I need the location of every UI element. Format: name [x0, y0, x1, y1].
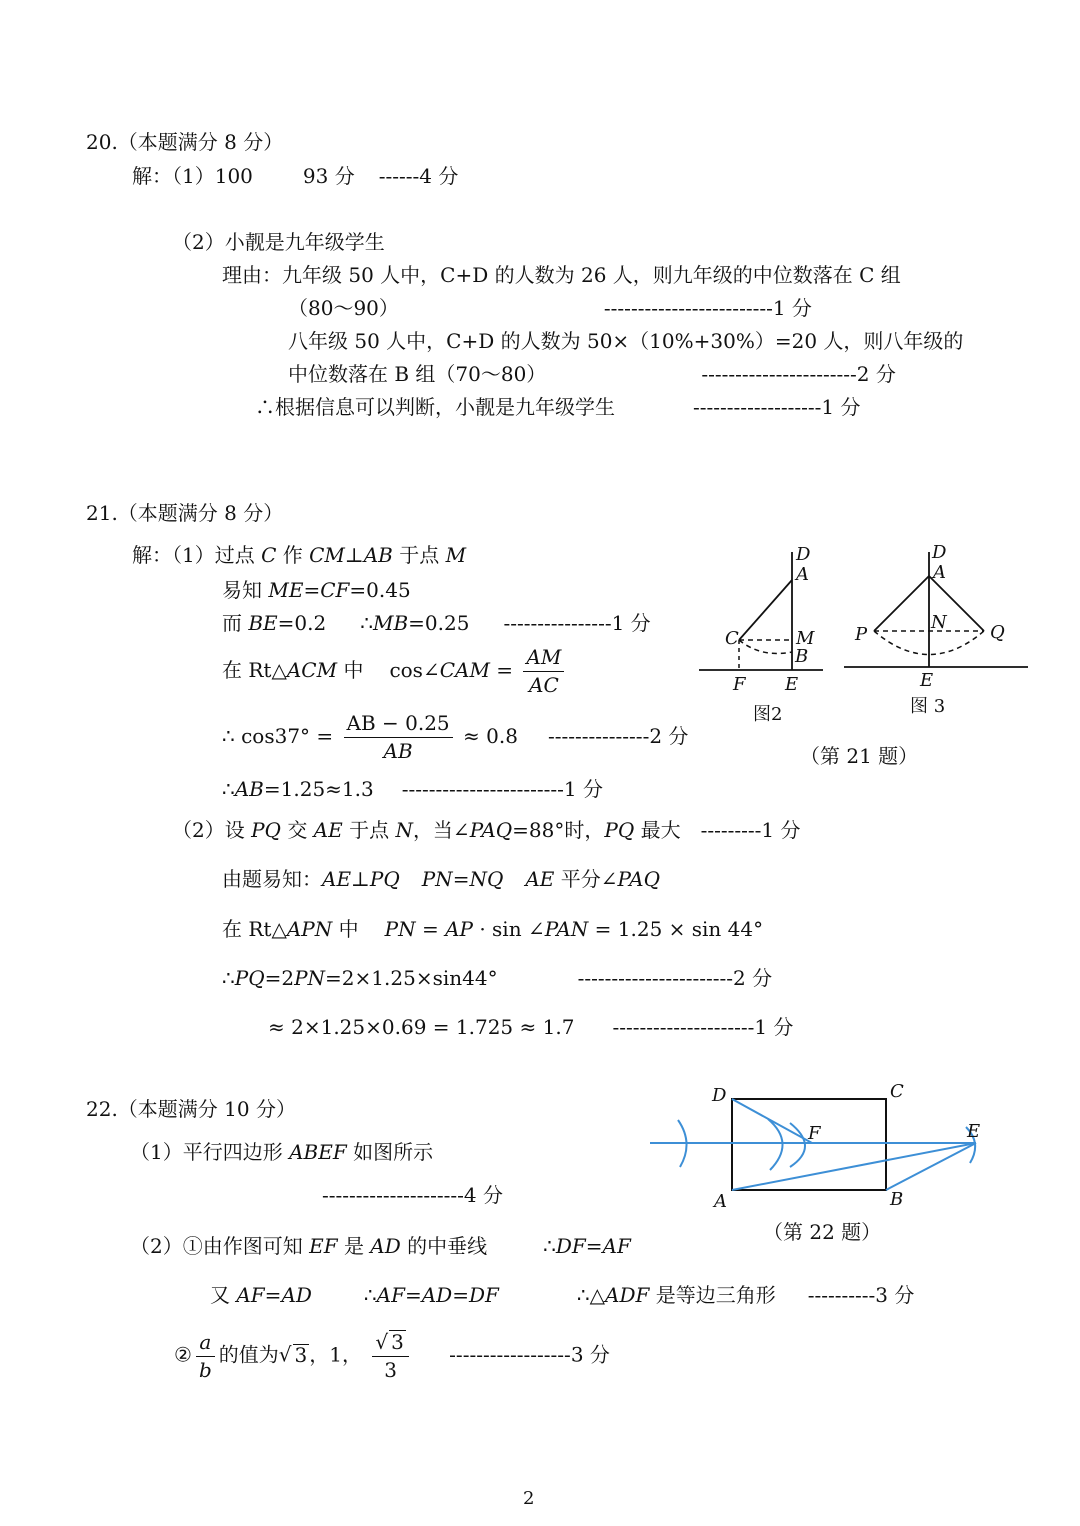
- label-D: D: [932, 542, 947, 563]
- q21-line2: 易知 ME=CF=0.45: [222, 578, 411, 602]
- score-mark: ---------1 分: [700, 818, 801, 842]
- q22-line1: （1）平行四边形 ABEF 如图所示: [130, 1140, 434, 1164]
- q21-figure-caption: （第 21 题）: [800, 744, 919, 768]
- label-B: B: [795, 646, 809, 667]
- arm-ap: [874, 576, 929, 631]
- q21-figure-2: [695, 540, 835, 740]
- q21-line8: 由题易知：AE⊥PQ PN=NQ AE 平分∠PAQ: [222, 867, 660, 891]
- label-C: C: [890, 1081, 904, 1102]
- label-P: P: [855, 624, 868, 645]
- score-mark: -------------------1 分: [693, 395, 861, 419]
- q21-line10: ∴PQ=2PN=2×1.25×sin44° -----------------------2 分: [222, 966, 773, 990]
- label-N: N: [931, 612, 947, 633]
- arc-f: [790, 1123, 805, 1167]
- label-F: F: [733, 674, 746, 695]
- fraction-am-ac: $\frac{AM}{AC}$: [523, 646, 564, 697]
- score-mark: -----------------------2 分: [577, 966, 773, 990]
- q21-line1: 解：（1）过点 C 作 CM⊥AB 于点 M: [132, 543, 467, 567]
- q21-title: 21.（本题满分 8 分）: [86, 501, 284, 525]
- page-number: 2: [523, 1488, 535, 1509]
- score-mark: ---------------------1 分: [612, 1015, 794, 1039]
- score-mark: -----------------------2 分: [701, 362, 896, 386]
- score-mark: ------------------------1 分: [401, 777, 604, 801]
- q20-line2: （2）小靓是九年级学生: [172, 230, 385, 254]
- dash-arc: [739, 640, 792, 654]
- score-mark: ----------3 分: [807, 1283, 915, 1307]
- q21-line7: （2）设 PQ 交 AE 于点 N，当∠PAQ=88°时，PQ 最大 ---------1 分: [172, 818, 801, 842]
- q22-line5: ② $\frac{a}{b}$ 的值为√ 3 ，1， $\frac{√ 3}{3}$ ------------------3 分: [174, 1329, 610, 1382]
- q21-line3: 而 BE=0.2 ∴MB=0.25 ----------------1 分: [222, 611, 651, 635]
- score-mark: ----------------1 分: [503, 611, 651, 635]
- segment-df: [732, 1099, 812, 1143]
- q20-line4: （80～90） -------------------------1 分: [288, 296, 812, 320]
- label-B: B: [890, 1189, 904, 1210]
- q21-figure-3: [840, 540, 1035, 730]
- fraction-a-b: $\frac{a}{b}$: [196, 1331, 215, 1382]
- label-Q: Q: [990, 622, 1005, 643]
- q22-title: 22.（本题满分 10 分）: [86, 1097, 296, 1121]
- q21-line11: ≈ 2×1.25×0.69 = 1.725 ≈ 1.7 ---------------------1 分: [268, 1015, 794, 1039]
- segment-be: [886, 1143, 976, 1190]
- label-F: F: [808, 1123, 821, 1144]
- label-A: A: [714, 1191, 727, 1212]
- q20-line3: 理由：九年级 50 人中，C+D 的人数为 26 人，则九年级的中位数落在 C 组: [222, 263, 901, 287]
- label-D: D: [712, 1085, 727, 1106]
- label-C: C: [725, 628, 739, 649]
- q22-line3: （2）①由作图可知 EF 是 AD 的中垂线 ∴DF=AF: [130, 1234, 631, 1258]
- label-E: E: [967, 1121, 981, 1142]
- q20-line5: 八年级 50 人中，C+D 的人数为 50×（10%+30%）=20 人，则八年级的: [288, 329, 964, 353]
- fig3-caption: 图 3: [910, 696, 946, 717]
- q20-line6: 中位数落在 B 组（70～80） -----------------------2 分: [288, 362, 896, 386]
- q21-line6: ∴AB=1.25≈1.3 ------------------------1 分: [222, 777, 604, 801]
- q22-figure: [640, 1075, 1000, 1215]
- arm-ac: [739, 580, 792, 640]
- fraction-root3-3: $\frac{√ 3}{3}$: [372, 1330, 408, 1382]
- segment-ae: [732, 1143, 976, 1190]
- q22-line4: 又 AF=AD ∴AF=AD=DF ∴△ADF 是等边三角形 ----------3 分: [210, 1283, 915, 1307]
- score-mark: ------4 分: [378, 164, 459, 188]
- q21-line9: 在 Rt△APN 中 PN = AP · sin ∠PAN = 1.25 × sin 44°: [222, 917, 764, 941]
- label-A: A: [933, 562, 946, 583]
- score-mark: ------------------3 分: [449, 1342, 610, 1367]
- q21-line5: ∴ cos37° = $\frac{AB - 0.25}{AB}$ ≈ 0.8 ---------------2 分: [222, 711, 689, 763]
- fraction-ab: $\frac{AB - 0.25}{AB}$: [344, 712, 453, 763]
- q20-line1: 解：（1）100 93 分 ------4 分: [132, 164, 459, 188]
- score-mark: -------------------------1 分: [603, 296, 812, 320]
- score-mark: ---------------2 分: [547, 724, 689, 748]
- label-E: E: [785, 674, 799, 695]
- q20-title: 20.（本题满分 8 分）: [86, 130, 284, 154]
- label-M: M: [796, 628, 815, 649]
- fig2-caption: 图2: [753, 704, 783, 725]
- q22-figure-caption: （第 22 题）: [763, 1220, 882, 1244]
- q21-line4: 在 Rt△ACM 中 cos∠CAM = $\frac{AM}{AC}$: [222, 646, 568, 697]
- label-A: A: [796, 564, 809, 585]
- q22-line2: ---------------------4 分: [322, 1183, 503, 1207]
- q20-line7: ∴根据信息可以判断，小靓是九年级学生 -------------------1 分: [255, 395, 861, 419]
- label-D: D: [796, 544, 811, 565]
- label-E: E: [920, 670, 934, 691]
